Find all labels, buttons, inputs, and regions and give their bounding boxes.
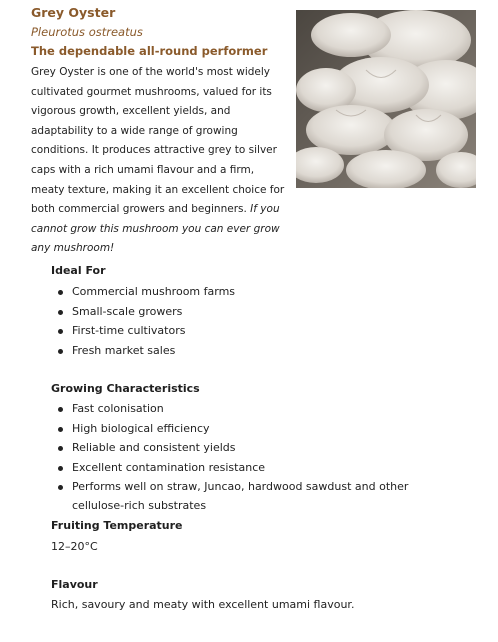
list-item: Commercial mushroom farms: [54, 282, 235, 302]
growing-characteristics-heading: Growing Characteristics: [51, 382, 200, 395]
fruiting-temperature-value: 12–20°C: [51, 540, 98, 553]
intro-line: meaty texture, making it an excellent choice for: [31, 183, 285, 196]
intro-line: [31, 200, 299, 220]
list-item: Reliable and consistent yields: [54, 438, 408, 458]
ideal-for-heading: Ideal For: [51, 264, 106, 277]
intro-italic-line: cannot grow this mushroom you can ever grow: [31, 222, 280, 235]
intro-italic-line: any mushroom!: [31, 242, 115, 255]
list-item: Excellent contamination resistance: [54, 458, 408, 478]
latin-name: Pleurotus ostreatus: [31, 25, 143, 39]
growing-characteristics-list: [54, 399, 408, 497]
list-item: Fast colonisation: [54, 399, 408, 419]
intro-line-text: both commercial growers and beginners.: [31, 203, 247, 216]
intro-line: caps with a rich umami flavour and a firm,: [31, 163, 255, 176]
intro-italic-line: If you: [250, 203, 280, 216]
list-item: Performs well on straw, Juncao, hardwood sawdust and other: [54, 477, 408, 497]
product-title: Grey Oyster: [31, 5, 116, 20]
intro-line: adaptability to a wide range of growing: [31, 124, 238, 137]
fruiting-temperature-heading: Fruiting Temperature: [51, 519, 183, 532]
list-item: Small-scale growers: [54, 302, 235, 322]
intro-line: Grey Oyster is one of the world's most widely: [31, 66, 270, 78]
ideal-for-list: [54, 282, 235, 360]
mushroom-cluster-illustration: [296, 10, 476, 188]
intro-line: conditions. It produces attractive grey to silver: [31, 144, 277, 157]
tagline: The dependable all-round performer: [31, 44, 268, 58]
intro-paragraph: [31, 63, 299, 259]
mushroom-photo: [296, 10, 476, 188]
list-item: Fresh market sales: [54, 341, 235, 361]
flavour-description: Rich, savoury and meaty with excellent umami flavour.: [51, 598, 355, 611]
flavour-heading: Flavour: [51, 578, 98, 591]
list-item: High biological efficiency: [54, 419, 408, 439]
intro-line: cultivated gourmet mushrooms, valued for its: [31, 85, 272, 98]
list-item: First-time cultivators: [54, 321, 235, 341]
list-item-continuation: cellulose-rich substrates: [72, 499, 207, 512]
intro-line: vigorous growth, excellent yields, and: [31, 105, 231, 118]
